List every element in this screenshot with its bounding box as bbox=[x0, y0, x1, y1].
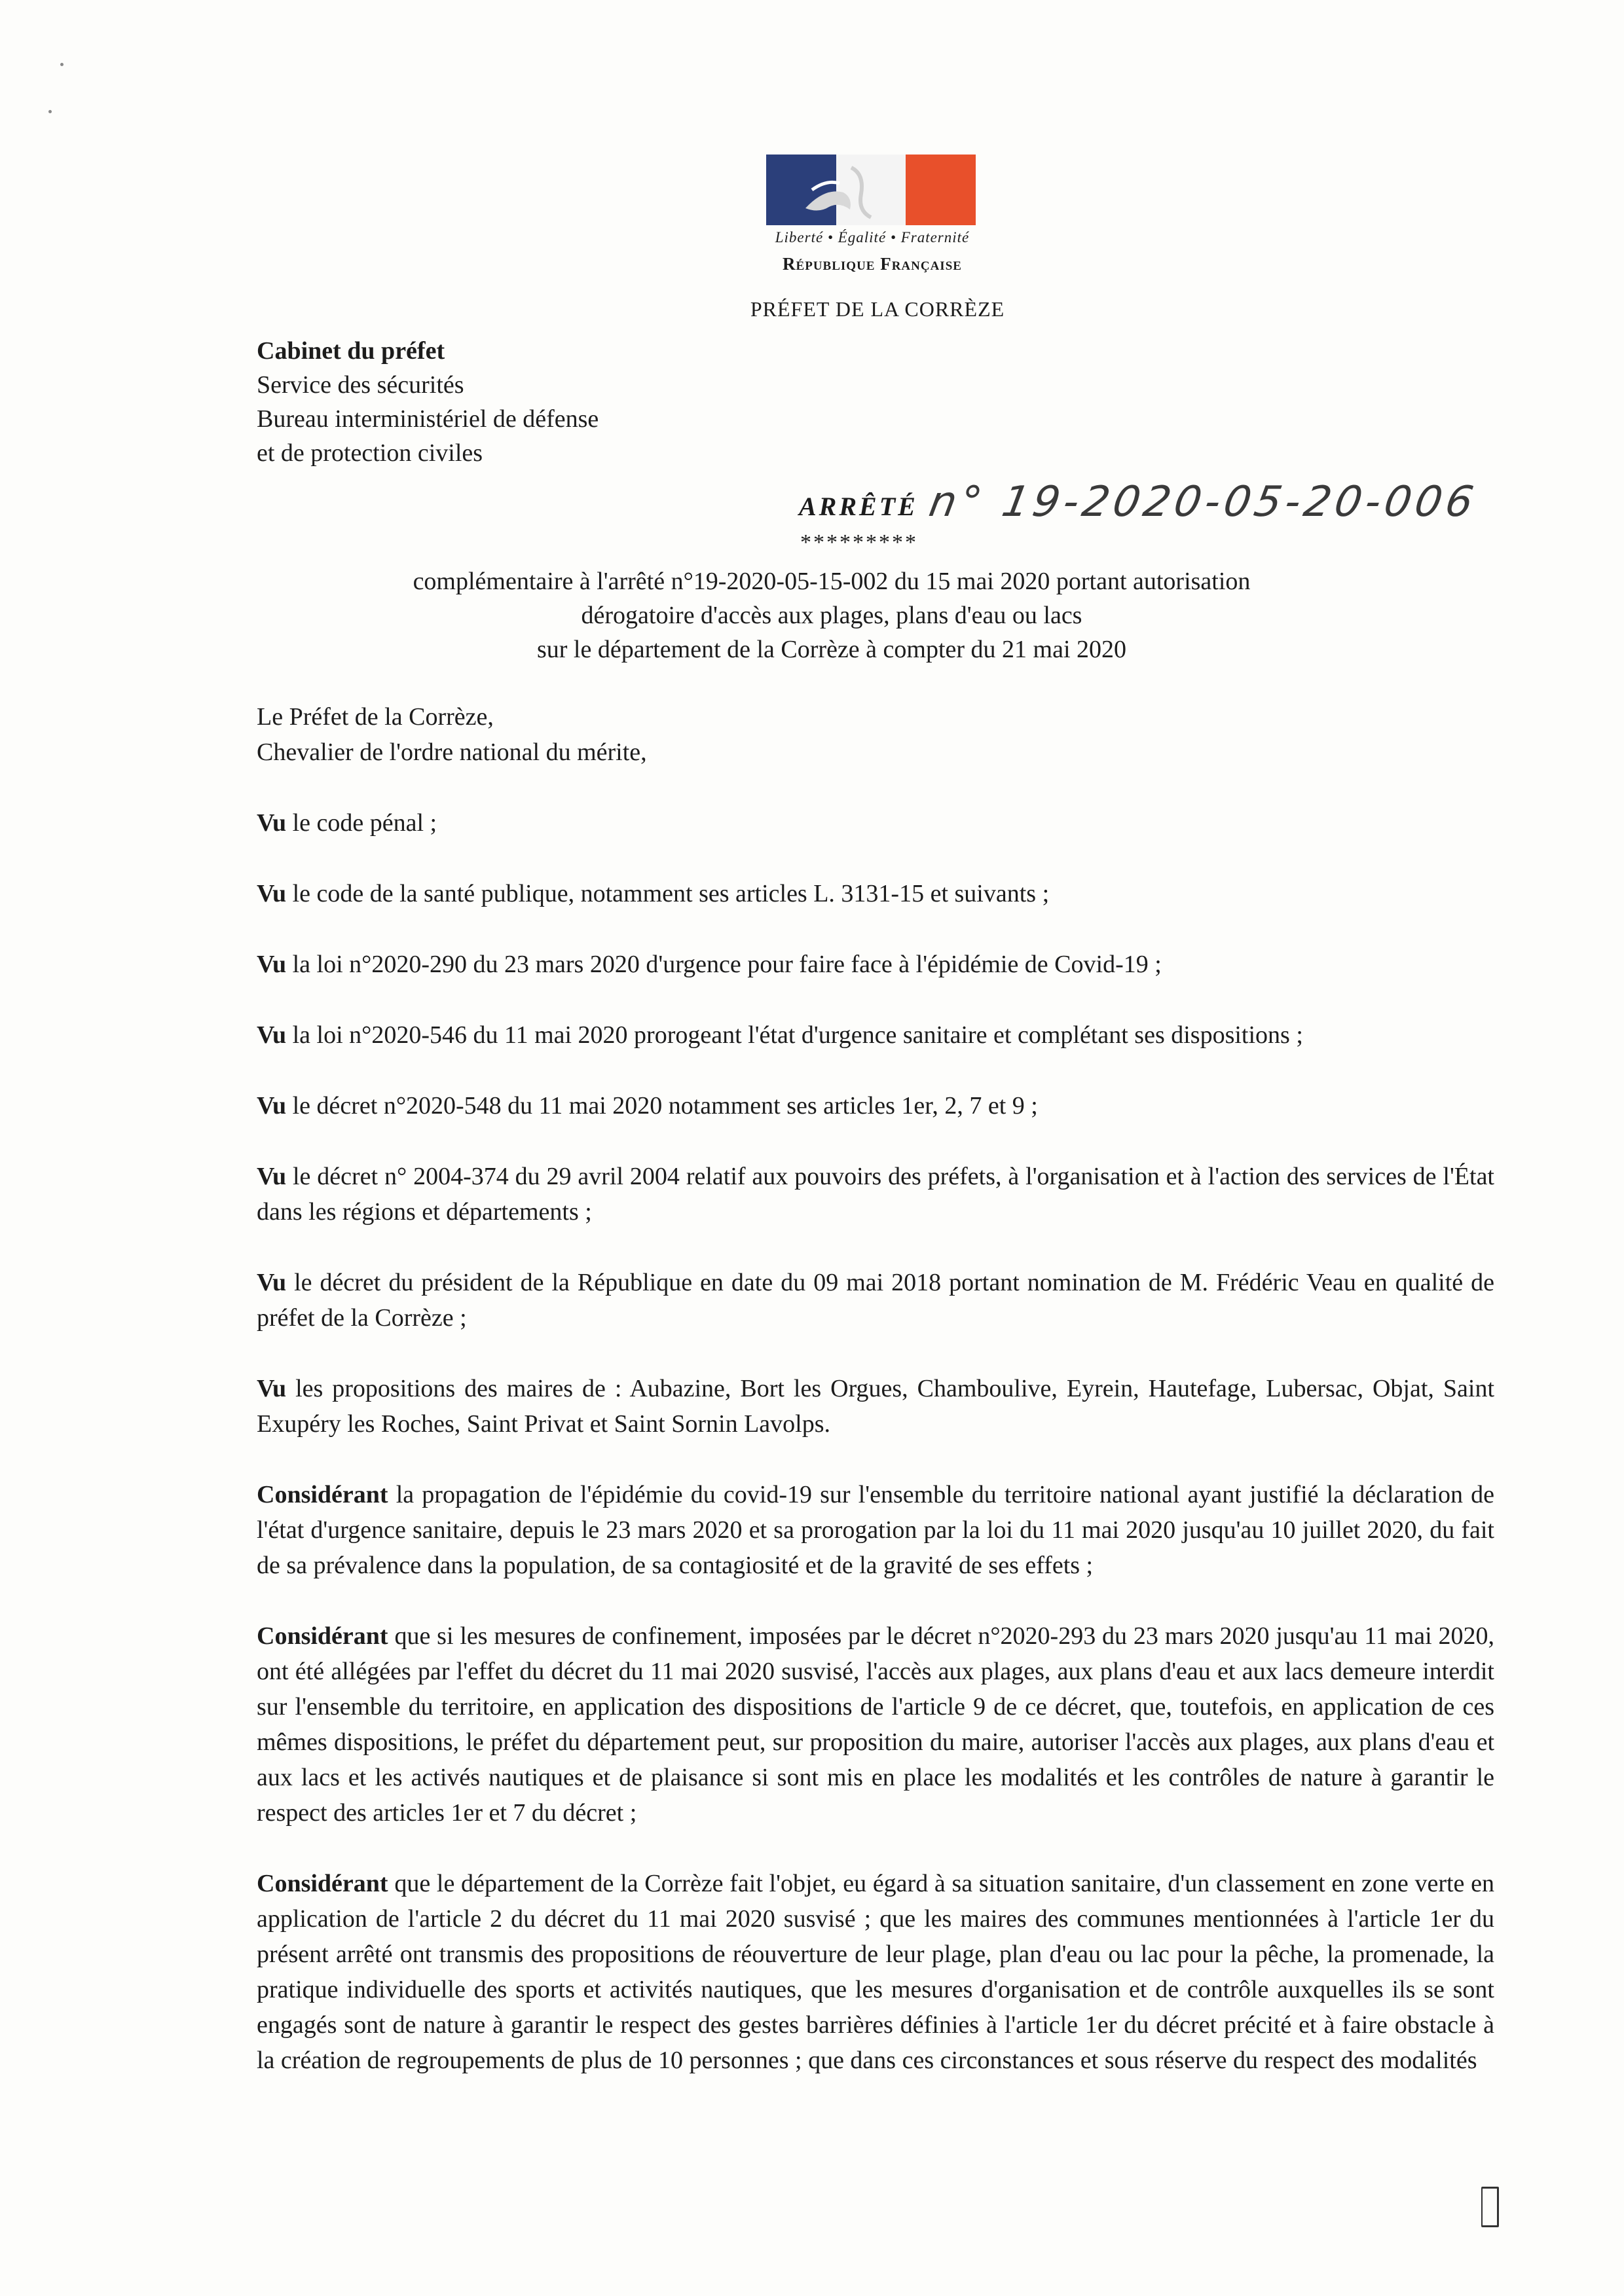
vu-text: le code pénal ; bbox=[292, 809, 437, 837]
considerant-text: la propagation de l'épidémie du covid-19 sur l'ensemble du territoire national ayant justifié la déclaration de l'état d'urgence sanitaire, depuis le 23 mars 2020 et sa prorogation par la loi du 11 mai 2020 jusqu'au 10 juillet 2020, du fait de sa prévalence dans la population, de sa contagiosité et de la gravité de ses effets ; bbox=[257, 1481, 1495, 1579]
document-body bbox=[257, 699, 1494, 2078]
vu-text: la loi n°2020-290 du 23 mars 2020 d'urgence pour faire face à l'épidémie de Covid-19 ; bbox=[292, 951, 1162, 978]
republic-motto: Liberté • Égalité • Fraternité bbox=[775, 229, 970, 246]
marianne-logo-icon bbox=[766, 155, 976, 225]
vu-text: les propositions des maires de : Aubazine, Bort les Orgues, Chamboulive, Eyrein, Hautefage, Lubersac, Objat, Saint Exupéry les Roches, Saint Privat et Saint Sornin Lavolps. bbox=[257, 1375, 1494, 1438]
vu-label: Vu bbox=[257, 1092, 287, 1120]
considerant-paragraph bbox=[257, 1866, 1494, 2078]
service-protection: et de protection civiles bbox=[257, 439, 483, 467]
vu-paragraph bbox=[257, 1159, 1494, 1230]
vu-paragraph bbox=[257, 876, 1494, 911]
vu-label: Vu bbox=[257, 1269, 287, 1296]
intro-prefet: Le Préfet de la Corrèze, bbox=[257, 703, 494, 731]
vu-paragraph bbox=[257, 1265, 1494, 1336]
service-securites: Service des sécurités bbox=[257, 371, 464, 399]
considerant-text: que le département de la Corrèze fait l'objet, eu égard à sa situation sanitaire, d'un classement en zone verte en application de l'article 2 du décret du 11 mai 2020 susvisé ; que les maires des communes mentionnées à l'article 1er du présent arrêté ont transmis des propositions de réouverture de leur plage, plan d'eau ou lac pour la pêche, la promenade, la pratique individuelle des sports et activités nautiques, que les mesures d'organisation et de contrôle auxquelles ils se sont engagés sont de nature à garantir le respect des gestes barrières définies à l'article 1er du décret précité et à faire obstacle à la création de regroupements de plus de 10 personnes ; que dans ces circonstances et sous réserve du respect des modalités bbox=[257, 1870, 1495, 2074]
arrete-number-handwritten: n° 19-2020-05-20-006 bbox=[925, 478, 1481, 526]
service-bureau: Bureau interministériel de défense bbox=[257, 405, 599, 433]
vu-paragraph bbox=[257, 1088, 1494, 1123]
vu-label: Vu bbox=[257, 1375, 287, 1402]
vu-text: le décret n°2020-548 du 11 mai 2020 notamment ses articles 1er, 2, 7 et 9 ; bbox=[292, 1092, 1038, 1120]
vu-label: Vu bbox=[257, 880, 287, 907]
arrete-subtitle bbox=[327, 564, 1336, 666]
vu-paragraph bbox=[257, 805, 1494, 841]
subtitle-line: sur le département de la Corrèze à compter du 21 mai 2020 bbox=[536, 636, 1127, 663]
scan-speck bbox=[48, 110, 52, 113]
vu-label: Vu bbox=[257, 809, 287, 837]
vu-paragraph bbox=[257, 1371, 1494, 1442]
vu-text: la loi n°2020-546 du 11 mai 2020 prorogeant l'état d'urgence sanitaire et complétant ses dispositions ; bbox=[292, 1021, 1303, 1049]
service-cabinet: Cabinet du préfet bbox=[257, 337, 445, 365]
vu-text: le code de la santé publique, notamment ses articles L. 3131-15 et suivants ; bbox=[292, 880, 1050, 907]
considerant-label: Considérant bbox=[257, 1870, 388, 1897]
considerant-label: Considérant bbox=[257, 1481, 388, 1508]
prefecture-name: PRÉFET DE LA CORRÈZE bbox=[750, 297, 1005, 321]
subtitle-line: dérogatoire d'accès aux plages, plans d'eau ou lacs bbox=[581, 602, 1082, 629]
considerant-paragraph bbox=[257, 1618, 1494, 1831]
republic-name: République Française bbox=[783, 254, 962, 274]
vu-label: Vu bbox=[257, 951, 287, 978]
arrete-title: ARRÊTÉ bbox=[799, 492, 918, 521]
scan-speck bbox=[60, 63, 64, 66]
intro-chevalier: Chevalier de l'ordre national du mérite, bbox=[257, 738, 647, 766]
page-mark-icon bbox=[1481, 2187, 1499, 2227]
considerant-text: que si les mesures de confinement, imposées par le décret n°2020-293 du 23 mars 2020 jusqu'au 11 mai 2020, ont été allégées par l'effet du décret du 11 mai 2020 susvisé, l'accès aux plages, aux plans d'eau et aux lacs demeure interdit sur l'ensemble du territoire, en application des dispositions de l'article 9 de ce décret, que, toutefois, en application de ces mêmes dispositions, le préfet du département peut, sur proposition du maire, autoriser l'accès aux plages, aux plans d'eau et aux lacs et les activés nautiques et de plaisance si sont mis en place les modalités et les contrôles de nature à garantir le respect des articles 1er et 7 du décret ; bbox=[257, 1622, 1495, 1827]
vu-paragraph bbox=[257, 1017, 1494, 1053]
subtitle-line: complémentaire à l'arrêté n°19-2020-05-15-002 du 15 mai 2020 portant autorisation bbox=[413, 568, 1251, 595]
vu-label: Vu bbox=[257, 1021, 287, 1049]
title-stars: ********* bbox=[800, 530, 918, 555]
vu-text: le décret n° 2004-374 du 29 avril 2004 relatif aux pouvoirs des préfets, à l'organisation et à l'action des services de l'État dans les régions et départements ; bbox=[257, 1163, 1494, 1226]
vu-label: Vu bbox=[257, 1163, 287, 1190]
vu-text: le décret du président de la République en date du 09 mai 2018 portant nomination de M. Frédéric Veau en qualité de préfet de la Corrèze ; bbox=[257, 1269, 1495, 1332]
considerant-label: Considérant bbox=[257, 1622, 388, 1650]
considerant-paragraph bbox=[257, 1477, 1494, 1583]
service-block bbox=[257, 334, 846, 470]
vu-paragraph bbox=[257, 947, 1494, 982]
